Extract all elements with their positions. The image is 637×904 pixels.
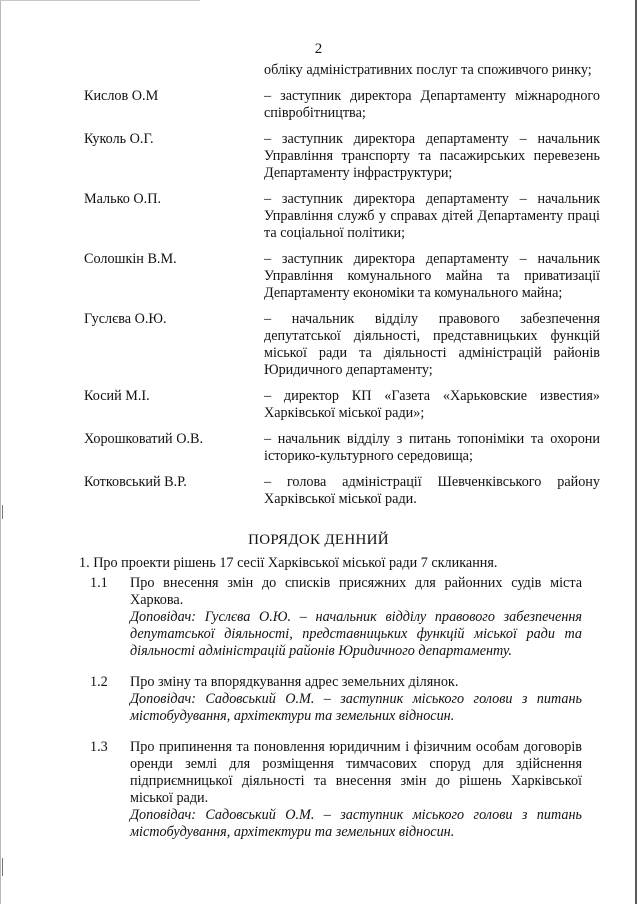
attendee-row [84, 431, 600, 465]
agenda-item-number: 1.1 [90, 575, 108, 591]
attendee-row [84, 311, 600, 379]
attendee-name: Котковський В.Р. [84, 474, 187, 490]
scan-mark [2, 505, 3, 519]
attendee-role: – голова адміністрації Шевченківського району Харківської міської ради. [264, 474, 600, 507]
scan-mark [2, 858, 3, 876]
agenda-item-title: Про зміну та впорядкування адрес земельних ділянок. [130, 674, 459, 690]
agenda-item-speaker: Доповідач: Садовський О.М. – заступник міського голови з питань містобудування, архітектури та земельних відносин. [130, 691, 582, 724]
agenda-item-number: 1.2 [90, 674, 108, 690]
scan-edge-left [0, 0, 1, 904]
attendee-name: Гуслєва О.Ю. [84, 311, 167, 327]
attendee-role: – заступник директора Департаменту міжнародного співробітництва; [264, 88, 600, 121]
attendee-row [84, 251, 600, 302]
attendee-row [84, 474, 600, 508]
attendee-name: Куколь О.Г. [84, 131, 154, 147]
agenda-item-title: Про внесення змін до списків присяжних для районних судів міста Харкова. [130, 575, 582, 608]
attendee-role: – начальник відділу з питань топоніміки та охорони історико-культурного середовища; [264, 431, 600, 464]
attendee-role: – начальник відділу правового забезпечення депутатської діяльності, представницьких функцій міської ради та діяльності адміністрацій районів Юридичного департаменту; [264, 311, 600, 378]
attendee-row [84, 388, 600, 422]
attendee-name: Солошкін В.М. [84, 251, 177, 267]
attendee-role: – заступник директора департаменту – начальник Управління служб у справах дітей Департаменту праці та соціальної політики; [264, 191, 600, 241]
agenda-main-item: 1. Про проекти рішень 17 сесії Харківської міської ради 7 скликання. [79, 555, 498, 571]
agenda-list [79, 555, 604, 855]
agenda-heading: ПОРЯДОК ДЕННИЙ [248, 532, 389, 548]
agenda-item [79, 575, 604, 660]
continuation-text: обліку адміністративних послуг та споживчого ринку; [264, 62, 592, 78]
agenda-item-title: Про припинення та поновлення юридичним і фізичним особам договорів оренди землі для розміщення тимчасових споруд для здійснення підприємницької діяльності та внесення змін до рішень Харківської міської ради. [130, 739, 582, 806]
agenda-item-speaker: Доповідач: Гуслєва О.Ю. – начальник відділу правового забезпечення депутатської діяльності, представницьких функцій міської ради та діяльності адміністрацій районів Юридичного департаменту. [130, 609, 582, 659]
agenda-item-number: 1.3 [90, 739, 108, 755]
attendees-list [84, 62, 600, 517]
agenda-item [79, 674, 604, 725]
attendee-role: – заступник директора департаменту – начальник Управління комунального майна та приватизації Департаменту економіки та комунального майна; [264, 251, 600, 301]
attendee-row [84, 191, 600, 242]
attendee-row [84, 131, 600, 182]
continuation-row [84, 62, 600, 79]
page-number: 2 [314, 41, 323, 57]
attendee-name: Кислов О.М [84, 88, 159, 104]
agenda-item-speaker: Доповідач: Садовський О.М. – заступник міського голови з питань містобудування, архітектури та земельних відносин. [130, 807, 582, 840]
attendee-name: Хорошковатий О.В. [84, 431, 203, 447]
attendee-role: – директор КП «Газета «Харьковские известия» Харківської міської ради»; [264, 388, 600, 421]
agenda-item [79, 739, 604, 841]
attendee-row [84, 88, 600, 122]
attendee-name: Косий М.І. [84, 388, 150, 404]
scan-edge-top [0, 0, 200, 1]
attendee-role: – заступник директора департаменту – начальник Управління транспорту та пасажирських перевезень Департаменту інфраструктури; [264, 131, 600, 181]
attendee-name: Малько О.П. [84, 191, 161, 207]
